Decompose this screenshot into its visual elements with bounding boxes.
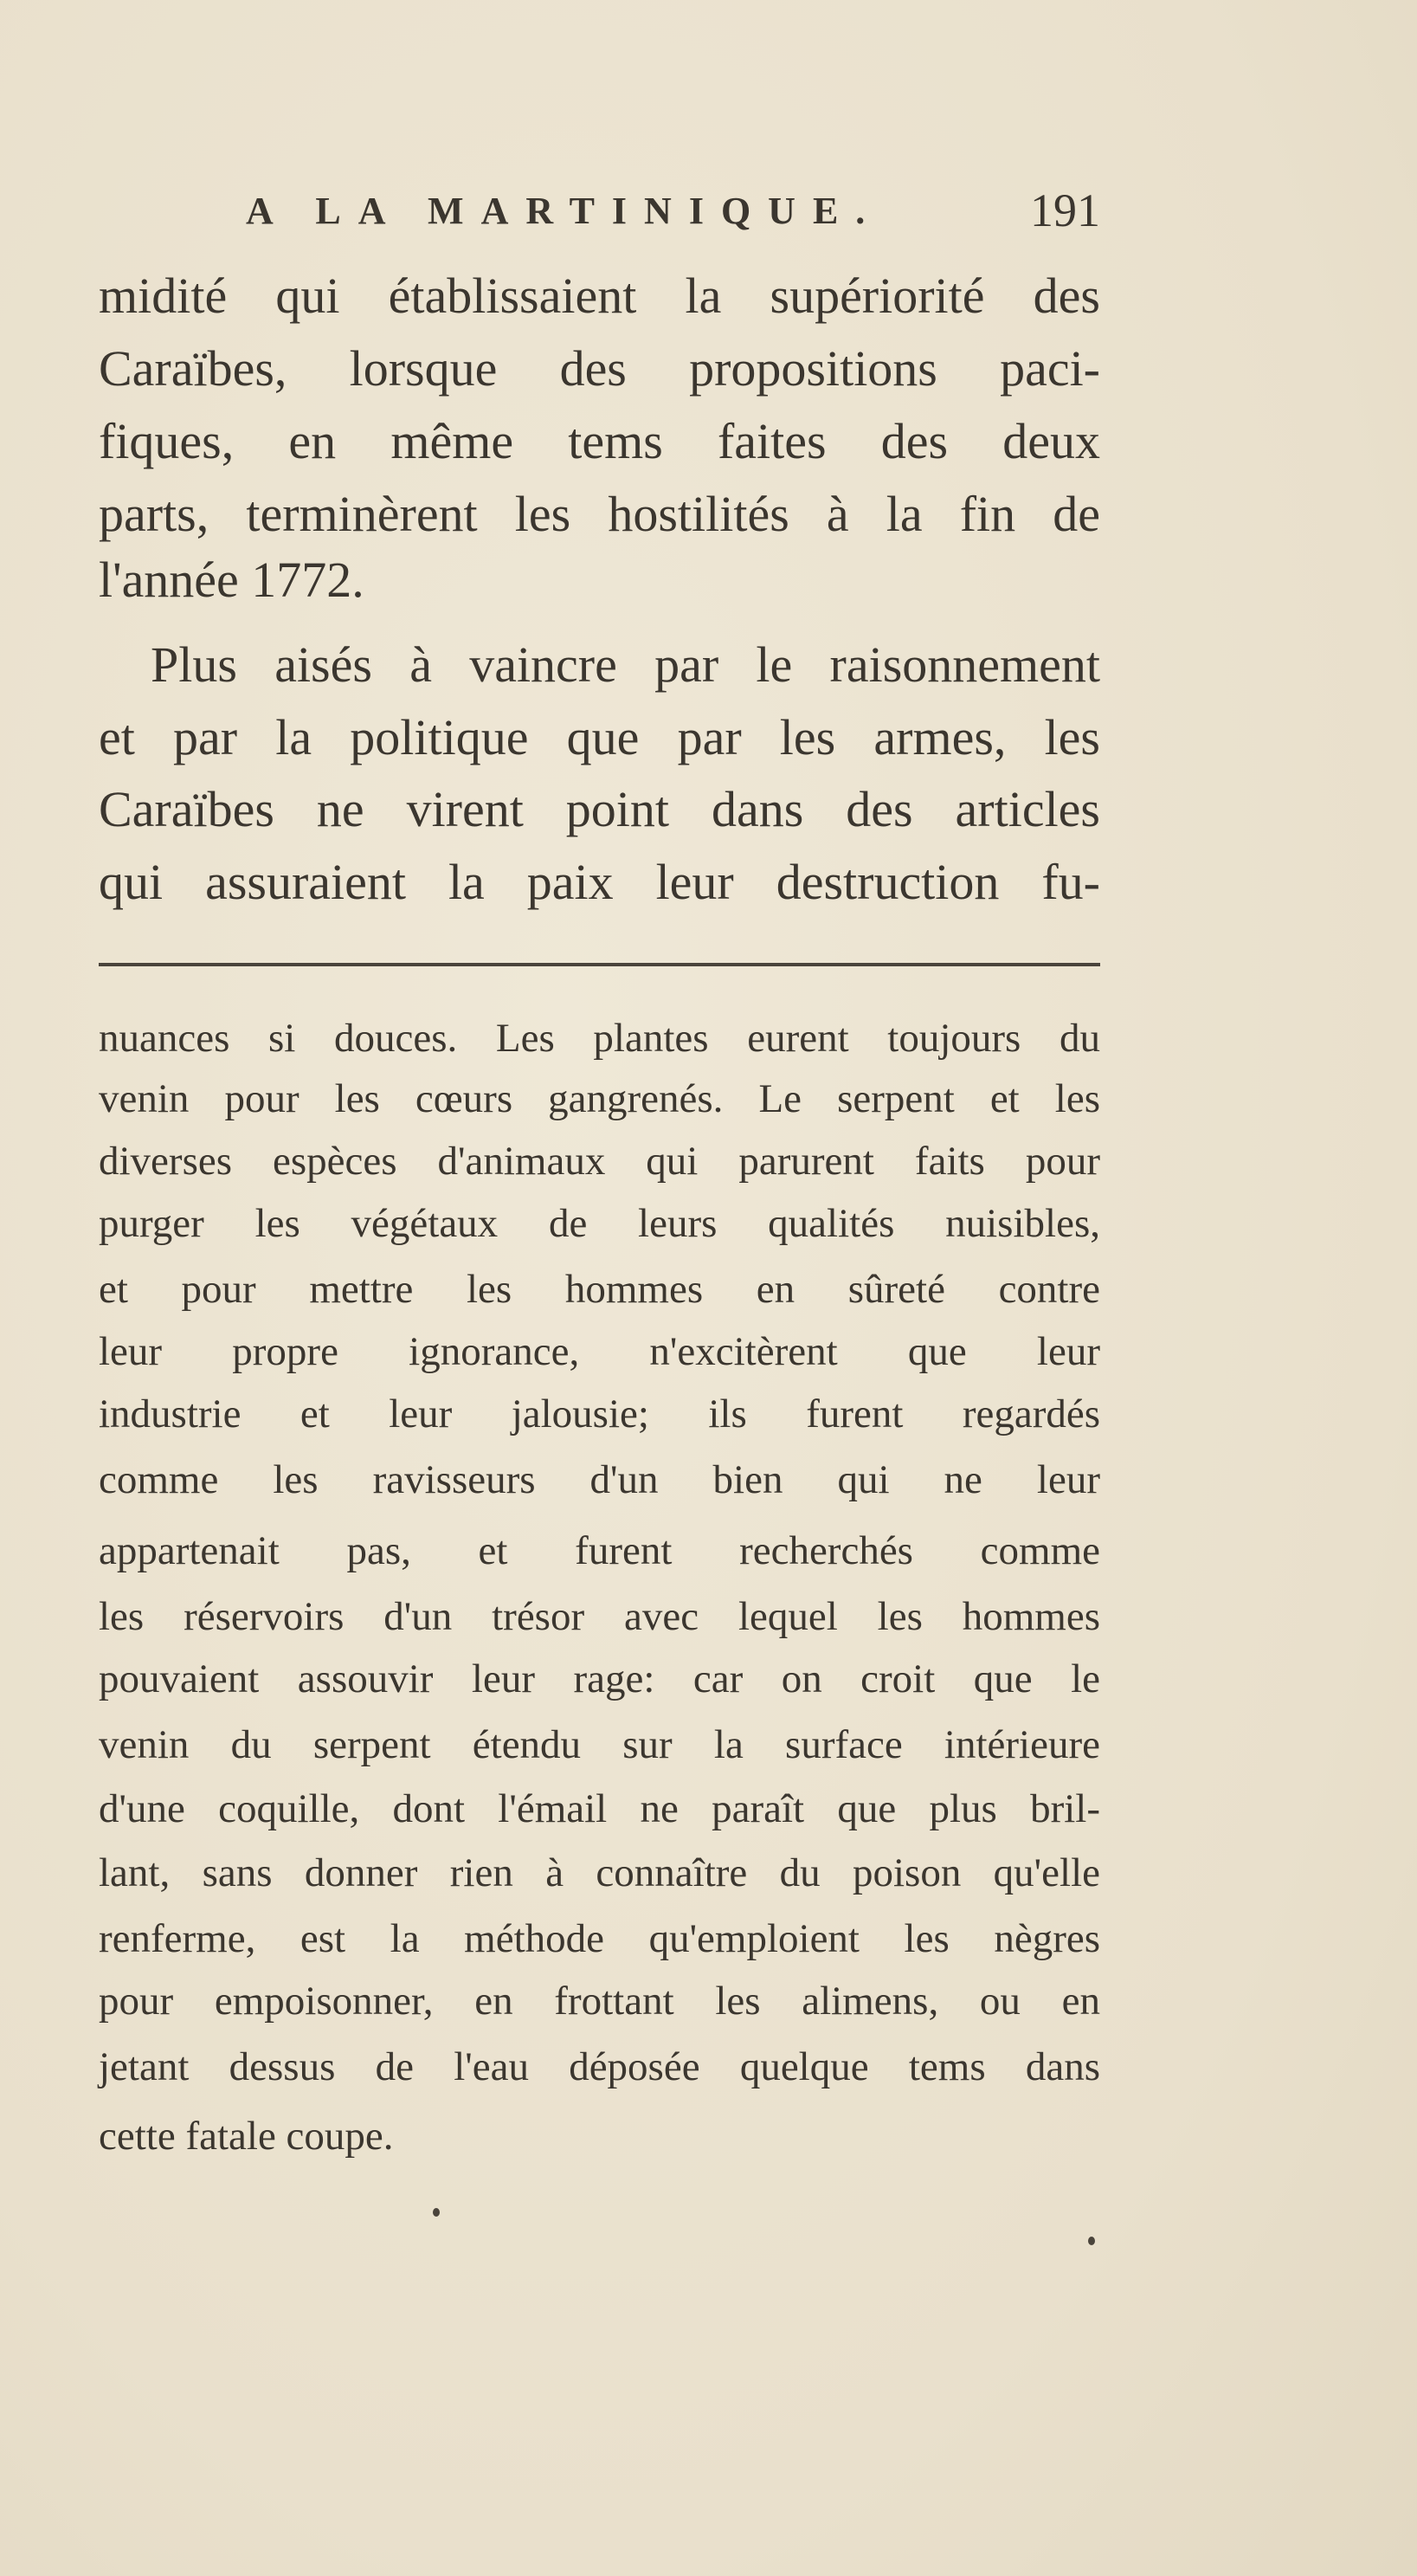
footnote-line: nuances si douces. Les plantes eurent toujours du xyxy=(99,1016,1100,1061)
footnote-line: leur propre ignorance, n'excitèrent que leur xyxy=(99,1329,1100,1374)
footnote-line: d'une coquille, dont l'émail ne paraît que plus bril- xyxy=(99,1786,1100,1831)
footnote-divider xyxy=(99,963,1100,966)
page-header xyxy=(99,184,1100,249)
text-line: qui assuraient la paix leur destruction fu- xyxy=(99,854,1100,910)
footnote-line: lant, sans donner rien à connaître du poison qu'elle xyxy=(99,1850,1100,1895)
footnote-line: diverses espèces d'animaux qui parurent faits pour xyxy=(99,1139,1100,1184)
footnote-line: purger les végétaux de leurs qualités nuisibles, xyxy=(99,1201,1100,1246)
text-line: midité qui établissaient la supériorité des xyxy=(99,268,1100,324)
text-line: parts, terminèrent les hostilités à la fin de xyxy=(99,486,1100,542)
ink-speck xyxy=(1088,2237,1095,2245)
footnote-line: venin du serpent étendu sur la surface intérieure xyxy=(99,1722,1100,1767)
text-line: Plus aisés à vaincre par le raisonnement xyxy=(151,636,1100,693)
ink-speck xyxy=(433,2208,440,2217)
footnote-line: les réservoirs d'un trésor avec lequel les hommes xyxy=(99,1594,1100,1639)
footnote-line: cette fatale coupe. xyxy=(99,2114,394,2159)
text-line: Caraïbes ne virent point dans des articles xyxy=(99,781,1100,837)
text-line: fiques, en même tems faites des deux xyxy=(99,413,1100,469)
footnote-line: et pour mettre les hommes en sûreté contre xyxy=(99,1267,1100,1312)
footnote-line: pouvaient assouvir leur rage: car on croit que le xyxy=(99,1656,1100,1701)
footnote-line: comme les ravisseurs d'un bien qui ne leur xyxy=(99,1457,1100,1502)
running-title: A LA MARTINIQUE. xyxy=(246,190,883,232)
footnote-line: venin pour les cœurs gangrenés. Le serpent et les xyxy=(99,1076,1100,1121)
page-number: 191 xyxy=(1030,184,1100,236)
text-line: Caraïbes, lorsque des propositions paci- xyxy=(99,340,1100,397)
text-line: et par la politique que par les armes, les xyxy=(99,709,1100,765)
footnote-line: appartenait pas, et furent recherchés comme xyxy=(99,1528,1100,1573)
text-line: l'année 1772. xyxy=(99,552,364,608)
footnote-line: renferme, est la méthode qu'emploient les nègres xyxy=(99,1916,1100,1961)
footnote-line: industrie et leur jalousie; ils furent regardés xyxy=(99,1391,1100,1436)
footnote-line: pour empoisonner, en frottant les alimens, ou en xyxy=(99,1979,1100,2024)
footnote-line: jetant dessus de l'eau déposée quelque tems dans xyxy=(99,2044,1100,2089)
